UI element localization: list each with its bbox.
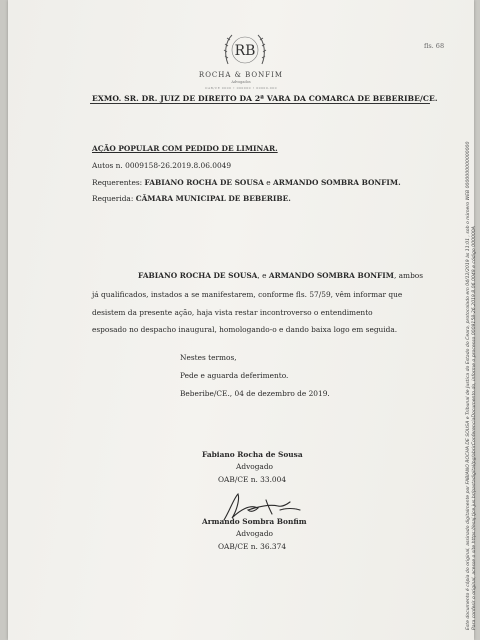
addressee-heading: EXMO. SR. DR. JUIZ DE DIREITO DA 2ª VARA DA COMARCA DE BEBERIBE/CE. [92,94,438,103]
closing-line-1: Nestes termos, [180,353,237,362]
requerentes-conj: e [266,178,271,187]
requerida-line [92,194,291,203]
party-1: FABIANO ROCHA DE SOUSA [138,271,258,280]
firm-name: ROCHA & BONFIM [198,71,284,79]
requerentes-line [92,178,401,187]
signer-2-role: Advogado [236,529,274,538]
signer-1-oab: OAB/CE n. 33.004 [218,475,287,484]
firm-monogram-logo [222,30,268,70]
stamp-line-1: Este documento é cópia do original, assinado digitalmente por FABIANO ROCHA DE SOUSA e Tribunal de Justica do Estado do Ceara, protocolado em 04/12/2019 às 11:01 , sob o número WEB 0000000000000000 [466,141,471,630]
closing-date: Beberibe/CE., 04 de dezembro de 2019. [180,389,330,398]
body-line-4: esposado no despacho inaugural, homologando-o e dando baixa logo em seguida. [92,325,398,334]
case-title: AÇÃO POPULAR COM PEDIDO DE LIMINAR. [92,144,278,153]
requerente-2: ARMANDO SOMBRA BONFIM. [272,178,401,187]
signer-2-name: Armando Sombra Bonfim [202,517,307,526]
signer-2-oab: OAB/CE n. 36.374 [218,542,287,551]
party-conj: , e [257,271,267,280]
body-line-1-rest: , ambos [393,271,424,280]
page-number: fls. 68 [424,42,445,50]
requerente-1: FABIANO ROCHA DE SOUSA [144,178,264,187]
document-page [8,0,477,640]
requerentes-label: Requerentes: [92,178,143,187]
heading-divider [90,103,430,104]
firm-subtitle: Advogados [231,80,251,84]
stamp-line-2: Para conferir o original, acesse o site https://esaj.tjce.jus.br/pastadigital/pg/abrirConferenciaDocumento.do, informe o processo 0009158-26.2019.8.06.0049 e código 000000A [472,226,477,630]
body-line-1 [138,271,423,280]
party-2: ARMANDO SOMBRA BONFIM [268,271,394,280]
requerida-label: Requerida: [92,194,134,203]
body-line-2: já qualificados, instados a se manifestarem, conforme fls. 57/59, vêm informar que [92,290,403,299]
digital-signature-stamp [466,142,478,630]
signer-1-role: Advogado [236,462,274,471]
closing-line-2: Pede e aguarda deferimento. [180,371,289,380]
body-line-3: desistem da presente ação, haja vista restar incontroverso o entendimento [92,308,373,317]
monogram-text: RB [234,43,256,59]
signer-1-name: Fabiano Rocha de Sousa [202,450,303,459]
firm-contact: OAB/CE 0000 • 000000 • 00000-000 [204,86,277,90]
case-number: Autos n. 0009158-26.2019.8.06.0049 [92,161,232,170]
requerida-value: CÂMARA MUNICIPAL DE BEBERIBE. [135,194,291,203]
